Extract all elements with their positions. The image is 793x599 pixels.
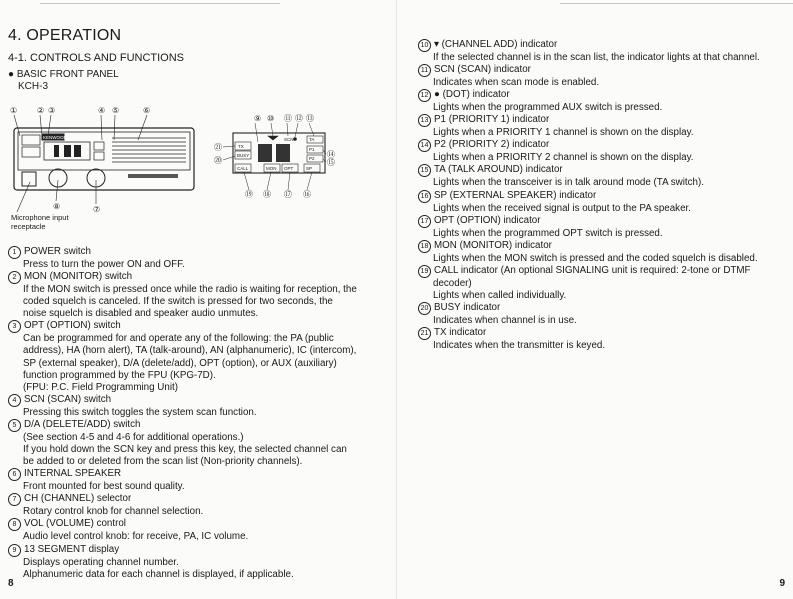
callout-13: ⑬ <box>306 114 314 123</box>
item-line: Displays operating channel number. <box>23 556 179 568</box>
item-title: POWER switch <box>24 246 91 257</box>
item-line: Lights when the programmed AUX switch is pressed. <box>433 102 663 114</box>
callout-2: ② <box>37 106 45 115</box>
list-item <box>8 419 388 468</box>
item-line: function programmed by the FPU (KPG-7D). <box>23 369 216 381</box>
figure-caption <box>11 213 69 231</box>
subsection-title: 4-1. CONTROLS AND FUNCTIONS <box>8 52 185 64</box>
callout-7: ⑦ <box>93 205 101 214</box>
list-item <box>418 89 790 114</box>
item-line: If you hold down the SCN key and press this key, the selected channel can <box>23 444 347 456</box>
list-item <box>418 164 790 189</box>
list-item <box>8 518 388 543</box>
callout-15: ⑮ <box>327 158 335 167</box>
number-badge: 9 <box>8 544 21 557</box>
display-p2: P2 <box>309 156 315 161</box>
item-title: 13 SEGMENT display <box>24 543 120 555</box>
number-badge: 7 <box>8 493 21 506</box>
item-line: Lights when the MON switch is pressed and the coded squelch is disabled. <box>433 252 758 264</box>
number-badge: 4 <box>8 394 21 407</box>
item-title: MON (MONITOR) switch <box>24 271 133 283</box>
item-line: address), HA (horn alert), TA (talk-around), AN (alphanumeric), IC (intercom), <box>23 345 357 357</box>
number-badge: 13 <box>418 114 431 127</box>
item-title: SP (EXTERNAL SPEAKER) indicator <box>434 189 597 201</box>
page-number-right: 9 <box>779 578 785 589</box>
item-line: Pressing this switch toggles the system scan function. <box>23 406 257 418</box>
display-call: CALL <box>237 166 249 171</box>
item-title: SCN (SCAN) switch <box>24 393 112 405</box>
callout-4: ④ <box>98 106 106 115</box>
number-badge: 12 <box>418 89 431 102</box>
number-badge: 5 <box>8 419 21 432</box>
list-item <box>418 265 790 302</box>
callout-5: ⑤ <box>112 106 120 115</box>
item-line: decoder) <box>433 277 472 289</box>
panel-heading-block <box>8 69 119 93</box>
item-line: Front mounted for best sound quality. <box>23 481 185 493</box>
segment-digits <box>258 144 290 162</box>
item-line: Lights when the programmed OPT switch is pressed. <box>433 227 663 239</box>
item-title: P2 (PRIORITY 2) indicator <box>434 139 550 151</box>
item-line: Lights when the transceiver is in talk around mode (TA switch). <box>433 177 704 189</box>
list-item <box>418 327 790 352</box>
item-title: D/A (DELETE/ADD) switch <box>24 418 141 430</box>
list-item <box>8 394 388 419</box>
item-line: Alphanumeric data for each channel is displayed, if applicable. <box>23 568 294 580</box>
item-line: noise squelch is disabled and speaker audio unmutes. <box>23 308 259 320</box>
number-badge: 20 <box>418 302 431 315</box>
number-badge: 19 <box>418 265 431 278</box>
callout-6: ⑥ <box>143 106 151 115</box>
item-line: Lights when the received signal is output to the PA speaker. <box>433 202 691 214</box>
number-badge: 17 <box>418 215 431 228</box>
list-item <box>8 271 388 320</box>
item-title: CH (CHANNEL) selector <box>24 493 132 505</box>
list-item <box>418 139 790 164</box>
display-mon: MON <box>266 166 277 171</box>
item-line: Can be programmed for and operate any of the following: the PA (public <box>23 333 334 345</box>
left-page <box>0 0 396 599</box>
list-item <box>8 246 388 271</box>
list-item <box>418 302 790 327</box>
list-item <box>8 320 388 393</box>
item-line: Indicates when scan mode is enabled. <box>433 77 600 89</box>
item-title: INTERNAL SPEAKER <box>24 468 122 480</box>
panel-heading: ● BASIC FRONT PANEL <box>8 69 119 80</box>
display-tx: TX <box>238 144 244 149</box>
display-p1: P1 <box>309 147 315 152</box>
model-name: KCH-3 <box>18 81 49 92</box>
list-item <box>418 190 790 215</box>
control-list <box>8 246 388 581</box>
item-line: coded squelch is canceled. If the switch is pressed for two seconds, the <box>23 296 333 308</box>
list-item <box>418 114 790 139</box>
item-title: OPT (OPTION) switch <box>24 320 121 332</box>
list-item <box>8 468 388 493</box>
callout-11: ⑪ <box>284 114 292 123</box>
item-line: be added to or deleted from the scan list (Non-priority channels). <box>23 456 303 468</box>
list-item <box>418 240 790 265</box>
display-digits <box>54 145 81 157</box>
number-badge: 10 <box>418 39 431 52</box>
number-badge: 1 <box>8 246 21 259</box>
speaker-grille <box>112 138 186 162</box>
caption-line-2: receptacle <box>11 222 46 231</box>
item-title: TA (TALK AROUND) indicator <box>434 164 563 176</box>
callout-1: ① <box>10 106 18 115</box>
item-line: If the selected channel is in the scan list, the indicator lights at that channel. <box>433 52 760 63</box>
display-scn: SCN <box>284 137 294 142</box>
callout-10: ⑩ <box>267 114 275 123</box>
item-title: VOL (VOLUME) control <box>24 518 126 530</box>
number-badge: 6 <box>8 468 21 481</box>
number-badge: 3 <box>8 320 21 333</box>
callout-17: ⑰ <box>284 190 292 199</box>
list-item <box>418 64 790 89</box>
number-badge: 2 <box>8 271 21 284</box>
item-title: TX indicator <box>434 327 487 339</box>
item-title: ▾ (CHANNEL ADD) indicator <box>434 39 558 50</box>
item-line: Rotary control knob for channel selection. <box>23 506 204 518</box>
callout-14: ⑭ <box>327 150 335 159</box>
display-ta: TA <box>309 137 315 142</box>
item-line: Lights when called individually. <box>433 289 567 301</box>
item-title: MON (MONITOR) indicator <box>434 239 552 251</box>
callout-19: ⑲ <box>245 190 253 199</box>
caption-line-1: Microphone input <box>11 213 69 222</box>
callout-12: ⑫ <box>295 114 303 123</box>
number-badge: 11 <box>418 64 431 77</box>
indicator-list <box>418 39 790 352</box>
callout-8: ⑧ <box>53 202 61 211</box>
item-line: Lights when a PRIORITY 2 channel is shown on the display. <box>433 152 694 164</box>
item-title: SCN (SCAN) indicator <box>434 64 531 76</box>
number-badge: 15 <box>418 164 431 177</box>
list-item <box>418 39 790 64</box>
number-badge: 16 <box>418 190 431 203</box>
callout-16: ⑯ <box>303 190 311 199</box>
item-title: P1 (PRIORITY 1) indicator <box>434 114 550 126</box>
list-item <box>418 215 790 240</box>
display-sp: SP <box>306 166 313 171</box>
display-opt: OPT <box>284 166 294 171</box>
item-title: CALL indicator (An optional SIGNALING unit is required: 2-tone or DTMF <box>434 264 751 276</box>
item-title: BUSY indicator <box>434 302 501 314</box>
number-badge: 8 <box>8 518 21 531</box>
list-item <box>8 493 388 518</box>
item-line: Indicates when channel is in use. <box>433 315 577 327</box>
item-line: Indicates when the transmitter is keyed. <box>433 340 606 352</box>
brand-logo: KENWOOD <box>43 135 67 140</box>
callout-9: ⑨ <box>254 114 262 123</box>
page-number-left: 8 <box>8 578 14 589</box>
vol-knob <box>49 169 67 187</box>
number-badge: 21 <box>418 327 431 340</box>
number-badge: 14 <box>418 139 431 152</box>
item-line: Press to turn the power ON and OFF. <box>23 259 185 270</box>
callout-20: ⑳ <box>214 156 222 165</box>
callout-18: ⑱ <box>263 190 271 199</box>
item-line: SP (external speaker), D/A (delete/add), OPT (option), or AUX (auxiliary) <box>23 357 337 369</box>
item-line: (FPU: P.C. Field Programming Unit) <box>23 381 178 393</box>
item-title: OPT (OPTION) indicator <box>434 214 541 226</box>
item-line: Audio level control knob: for receive, PA, IC volume. <box>23 531 249 543</box>
callout-3: ③ <box>48 106 56 115</box>
item-line: If the MON switch is pressed once while the radio is waiting for reception, the <box>23 284 357 296</box>
item-line: (See section 4-5 and 4-6 for additional operations.) <box>23 431 244 443</box>
number-badge: 18 <box>418 240 431 253</box>
item-line: Lights when a PRIORITY 1 channel is shown on the display. <box>433 127 694 139</box>
list-item <box>8 544 388 581</box>
display-busy: BUSY <box>237 153 250 158</box>
right-page <box>397 0 793 599</box>
section-title: 4. OPERATION <box>8 27 122 44</box>
item-title: ● (DOT) indicator <box>434 89 510 101</box>
callout-21: ㉑ <box>214 143 222 152</box>
